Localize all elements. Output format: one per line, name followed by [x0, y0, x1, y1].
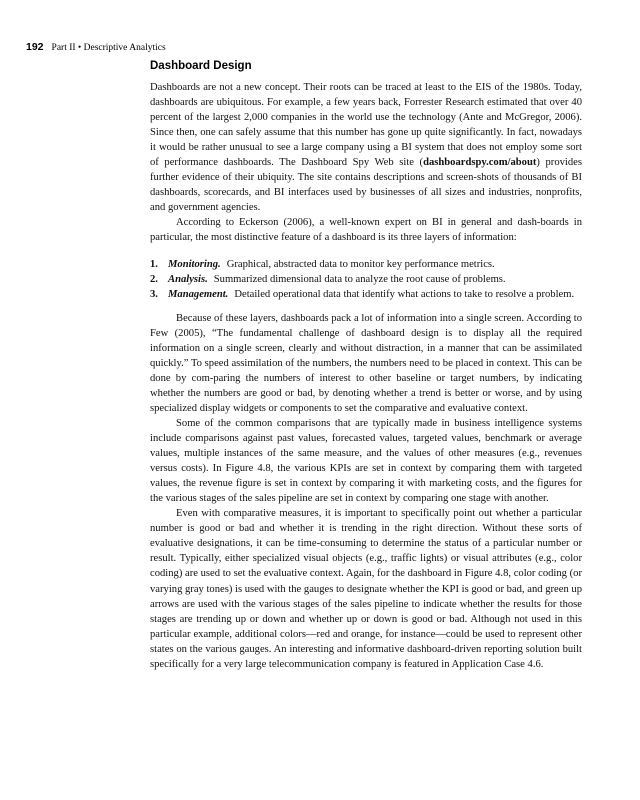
paragraph-1-pre: Dashboards are not a new concept. Their roots can be traced at least to the EIS of the 1980s. Today, dashboards are ubiquitous. For example, a few years back, Forrester Research estimated that over 40 percent of the largest 2,000 companies in the world use the technology (Ante and McGregor, 2006). Since then, one can safely assume that this number has gone up quite significantly. In fact, nowadays it would be rather unusual to see a large company using a BI system that does not employ some sort of performance dashboards. The Dashboard Spy Web site ( [150, 82, 582, 169]
list-item-term: Monitoring. [168, 258, 221, 270]
list-item [150, 257, 582, 272]
running-title: Part II • Descriptive Analytics [51, 43, 166, 53]
paragraph-1-post: ) provides further evidence of their ubiquity. The site contains descriptions and screen-shots of thousands of BI dashboards, scorecards, and BI interfaces used by businesses of all sizes and industries, nonprofits, and government agencies. [150, 157, 582, 214]
list-item-text: Summarized dimensional data to analyze the root cause of problems. [213, 273, 506, 285]
paragraph-4: Some of the common comparisons that are typically made in business intelligence systems include comparisons against past values, forecasted values, targeted values, benchmark or average values, multiple instances of the same measure, and the values of other measures (e.g., revenues versus costs). In Figure 4.8, the various KPIs are set in context by comparing them with targeted values, the revenue figure is set in context by comparing it with marketing costs, and the figures for the various stages of the sales pipeline are set in context by comparing one stage with another. [150, 417, 582, 505]
list-item-text: Detailed operational data that identify what actions to take to resolve a problem. [234, 288, 575, 300]
list-item-term: Analysis. [168, 273, 208, 285]
list-item [150, 272, 582, 287]
list-item-term: Management. [168, 288, 229, 300]
running-head [26, 41, 166, 53]
page-number: 192 [26, 41, 44, 53]
dashboardspy-link[interactable]: dashboardspy.com/about [423, 157, 537, 169]
list-item-number: 1. [150, 258, 158, 270]
layers-list [150, 257, 582, 302]
list-item-number: 2. [150, 273, 158, 285]
list-item-text: Graphical, abstracted data to monitor key performance metrics. [226, 258, 495, 270]
list-item [150, 287, 582, 302]
paragraph-1 [150, 80, 582, 215]
list-item-number: 3. [150, 288, 158, 300]
body-text [150, 80, 582, 672]
paragraph-3: Because of these layers, dashboards pack a lot of information into a single screen. According to Few (2005), “The fundamental challenge of dashboard design is to display all the required information on a single screen, clearly and without distraction, in a manner that can be assimilated quickly.” To speed assimilation of the numbers, the numbers need to be placed in context. This can be done by com-paring the numbers of interest to other baseline or target numbers, by indicating whether the numbers are good or bad, by denoting whether a trend is better or worse, and by using specialized display widgets or components to set the comparative and evaluative context. [150, 312, 582, 414]
paragraph-5: Even with comparative measures, it is important to specifically point out whether a particular number is good or bad and whether it is trending in the right direction. Without these sorts of evaluative designations, it can be time-consuming to determine the status of a particular number or result. Typically, either specialized visual objects (e.g., traffic lights) or visual attributes (e.g., color coding) are used to set the evaluative context. Again, for the dashboard in Figure 4.8, color coding (or varying gray tones) is used with the gauges to designate whether the KPI is good or bad, and green up arrows are used with the various stages of the sales pipeline to indicate whether the results for those stages are trending up or down and whether up or down is good or bad. Although not used in this particular example, additional colors—red and orange, for instance—could be used to represent other states on the various gauges. An interesting and informative dashboard-driven reporting solution built specifically for a very large telecommunication company is featured in Application Case 4.6. [150, 508, 582, 670]
paragraph-2: According to Eckerson (2006), a well-known expert on BI in general and dash-boards in particular, the most distinctive feature of a dashboard is its three layers of information: [150, 217, 582, 244]
section-title: Dashboard Design [150, 60, 252, 72]
